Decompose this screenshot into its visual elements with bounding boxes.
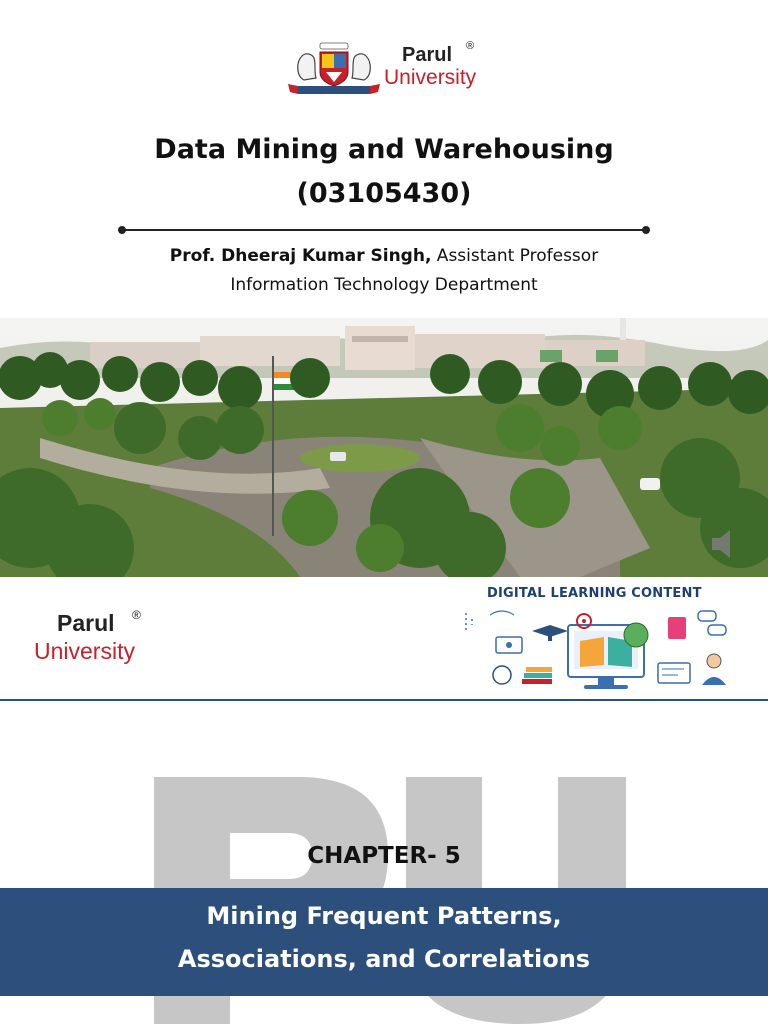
- chapter-slide: [0, 577, 768, 1024]
- header-registered-mark: ®: [132, 608, 141, 622]
- header-university-text: University: [34, 638, 135, 664]
- campus-photo: [0, 318, 768, 577]
- chapter-header: [0, 577, 768, 701]
- divider-dot-right: [642, 226, 650, 234]
- university-crest-icon: [286, 40, 382, 96]
- header-parul-text: Parul: [57, 610, 115, 636]
- department-line: Information Technology Department: [230, 275, 538, 295]
- logo-university-text: University: [384, 66, 477, 89]
- logo-registered-mark: ®: [466, 40, 475, 52]
- digital-learning-illustration-icon: [462, 605, 742, 701]
- digital-learning-badge-title: DIGITAL LEARNING CONTENT: [487, 586, 702, 601]
- parul-logo: [286, 40, 496, 100]
- course-code: (03105430): [296, 178, 472, 209]
- course-title: Data Mining and Warehousing: [154, 134, 614, 165]
- chapter-number: CHAPTER- 5: [307, 843, 461, 869]
- professor-name: Prof. Dheeraj Kumar Singh,: [169, 246, 432, 266]
- chapter-title-line-2: Associations, and Correlations: [177, 945, 591, 973]
- professor-role: Assistant Professor: [431, 246, 599, 266]
- chapter-title-line-1: Mining Frequent Patterns,: [206, 902, 562, 930]
- professor-line: [0, 246, 768, 266]
- logo-parul-text: Parul: [402, 44, 453, 66]
- title-divider: [122, 229, 646, 231]
- header-divider: [0, 699, 768, 701]
- divider-dot-left: [118, 226, 126, 234]
